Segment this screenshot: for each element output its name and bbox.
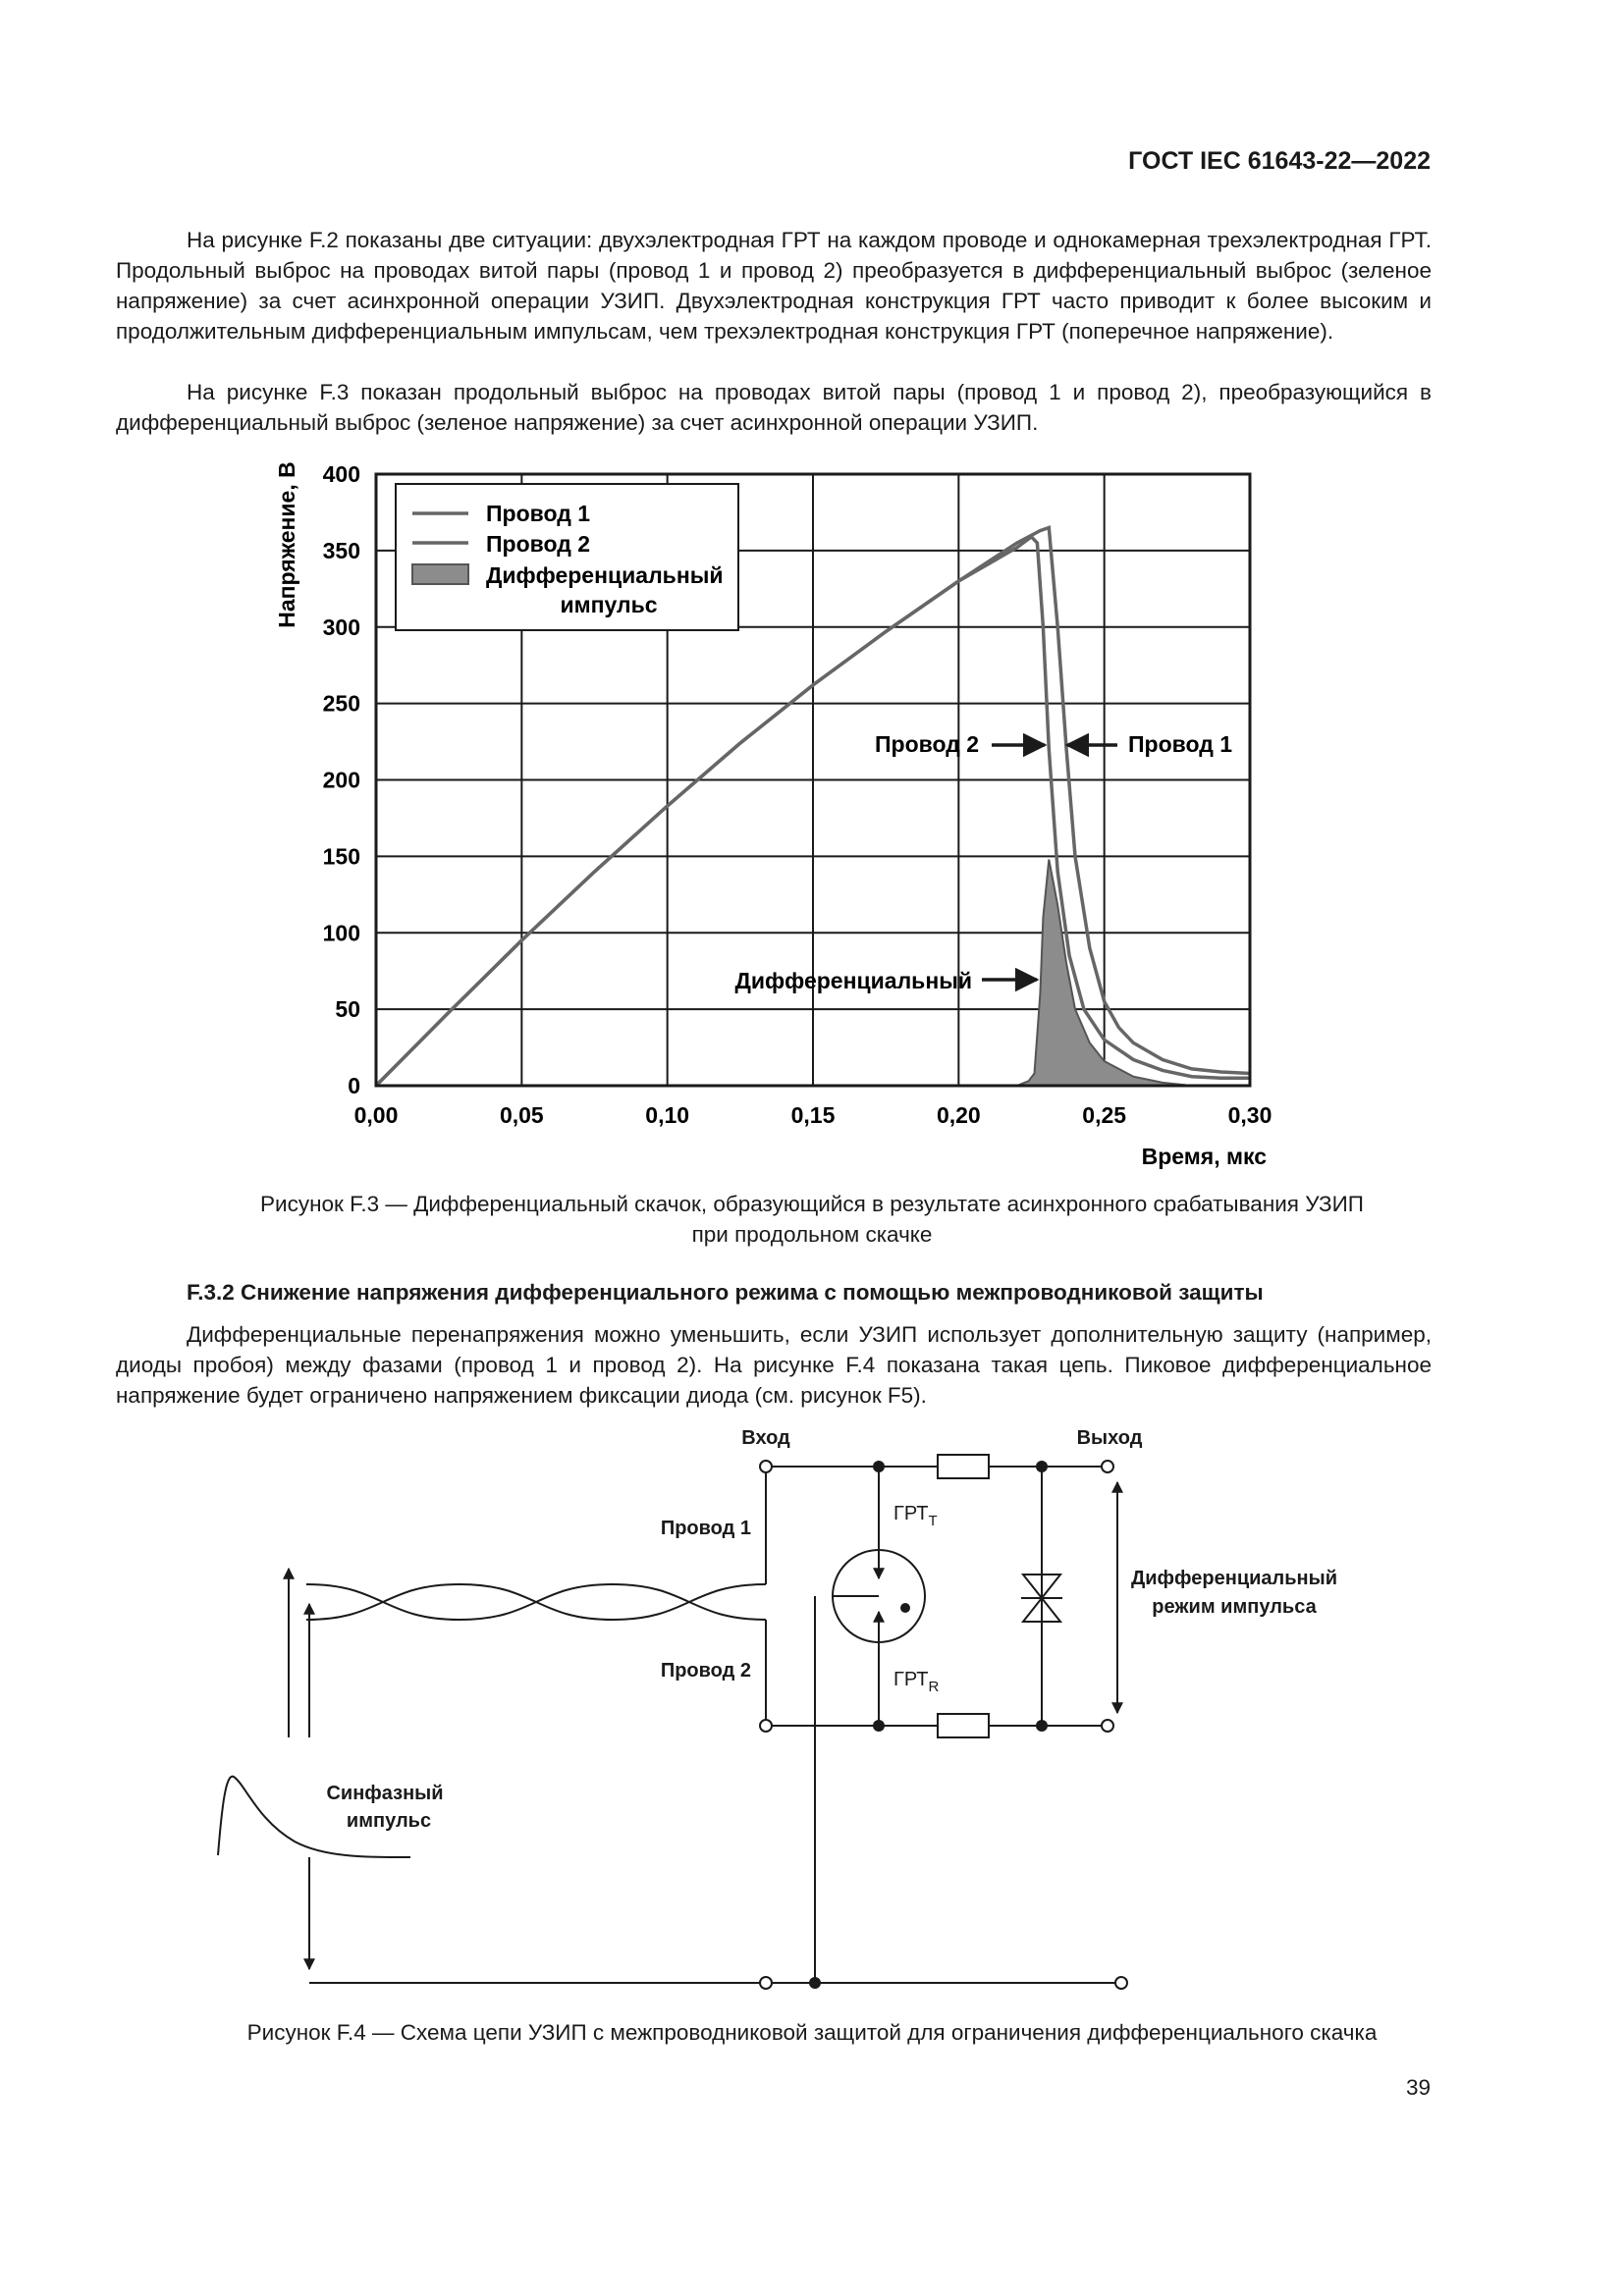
y-tick-label: 50 [335,996,360,1023]
x-tick-label: 0,05 [499,1102,544,1128]
page-number: 39 [1405,2075,1431,2100]
x-axis-label: Время, мкс [1141,1144,1267,1169]
wire-2-label: Провод 2 [660,1660,751,1682]
diff-mode-label-2: режим импульса [1152,1596,1317,1618]
figure-f4-caption: Рисунок F.4 — Схема цепи УЗИП с межпроводниковой защитой для ограничения дифференциального скачка [246,2020,1378,2045]
annotation-differential: Дифференциальный [734,968,972,993]
paragraph-text: Дифференциальные перенапряжения можно уменьшить, если УЗИП использует дополнительную защиту (например, диоды пробоя) между фазами (провод 1 и провод 2). На рисунке F.4 показана такая цепь. Пиковое дифференциальное напряжение будет ограничено напряжением фиксации диода (см. рисунок F5). [116,1322,1432,1408]
resistor-bottom [938,1714,989,1737]
legend-label-pulse: импульс [560,592,658,617]
caption-line-1: Рисунок F.3 — Дифференциальный скачок, образующийся в результате асинхронного срабатывания УЗИП [260,1192,1364,1216]
diff-mode-label-1: Дифференциальный [1131,1568,1337,1589]
y-axis-label: Напряжение, В [274,461,299,628]
common-mode-label-1: Синфазный [326,1783,444,1804]
output-label: Выход [1076,1427,1143,1449]
figure-f3-caption [0,1189,1624,1250]
y-tick-label: 300 [322,614,360,640]
grt-r-label: $ГРТ_R$ [893,1669,940,1695]
input-label: Вход [741,1427,790,1449]
legend-swatch-differential [412,564,468,584]
wire-1-label: Провод 1 [660,1518,751,1539]
y-tick-label: 100 [322,920,360,946]
paragraph-f4-description [116,1319,1432,1411]
chart-annotations [735,731,1233,993]
twisted-pair-wire-2 [306,1584,766,1620]
paragraph-text: На рисунке F.3 показан продольный выброс на проводах витой пары (провод 1 и провод 2), преобразующийся в дифференциальный выброс (зеленое напряжение) за счет асинхронной операции УЗИП. [116,380,1432,435]
section-heading: F.3.2 Снижение напряжения дифференциального режима с помощью межпроводниковой защиты [187,1280,1264,1305]
x-tick-label: 0,10 [645,1102,690,1128]
y-tick-label: 400 [322,461,360,487]
x-tick-label: 0,15 [790,1102,836,1128]
y-axis-ticks [323,461,360,1098]
paragraph-text: На рисунке F.2 показаны две ситуации: двухэлектродная ГРТ на каждом проводе и однокамерная трехэлектродная ГРТ. Продольный выброс на проводах витой пары (провод 1 и провод 2) преобразуется в дифференциальный выброс (зеленое напряжение) за счет асинхронной операции УЗИП. Двухэлектродная конструкция ГРТ часто приводит к более высоким и продолжительным дифференциальным импульсам, чем трехэлектродная конструкция ГРТ (поперечное напряжение). [116,228,1432,344]
legend-label-wire-2: Провод 2 [486,531,590,557]
x-tick-label: 0,25 [1082,1102,1127,1128]
annotation-wire-1: Провод 1 [1128,731,1232,757]
grt-t-label: $ГРТ_T$ [893,1503,938,1529]
y-tick-label: 200 [322,767,360,793]
y-tick-label: 350 [322,537,360,563]
caption-line-2: при продольном скачке [691,1222,933,1247]
document-header: ГОСТ IEC 61643-22—2022 [1128,147,1431,175]
figure-f4-circuit-diagram [0,1404,1624,2002]
annotation-wire-2: Провод 2 [875,731,979,757]
y-tick-label: 250 [322,690,360,717]
x-tick-label: 0,30 [1227,1102,1272,1128]
y-tick-label: 150 [322,843,360,870]
legend-label-differential: Дифференциальный [486,562,724,588]
x-tick-label: 0,20 [936,1102,981,1128]
x-axis-ticks [354,1102,1272,1128]
common-mode-label-2: импульс [346,1810,432,1832]
resistor-top [938,1455,989,1478]
chart-legend [396,484,738,630]
legend-label-wire-1: Провод 1 [486,501,590,526]
x-tick-label: 0,00 [353,1102,399,1128]
y-tick-label: 0 [348,1073,360,1098]
